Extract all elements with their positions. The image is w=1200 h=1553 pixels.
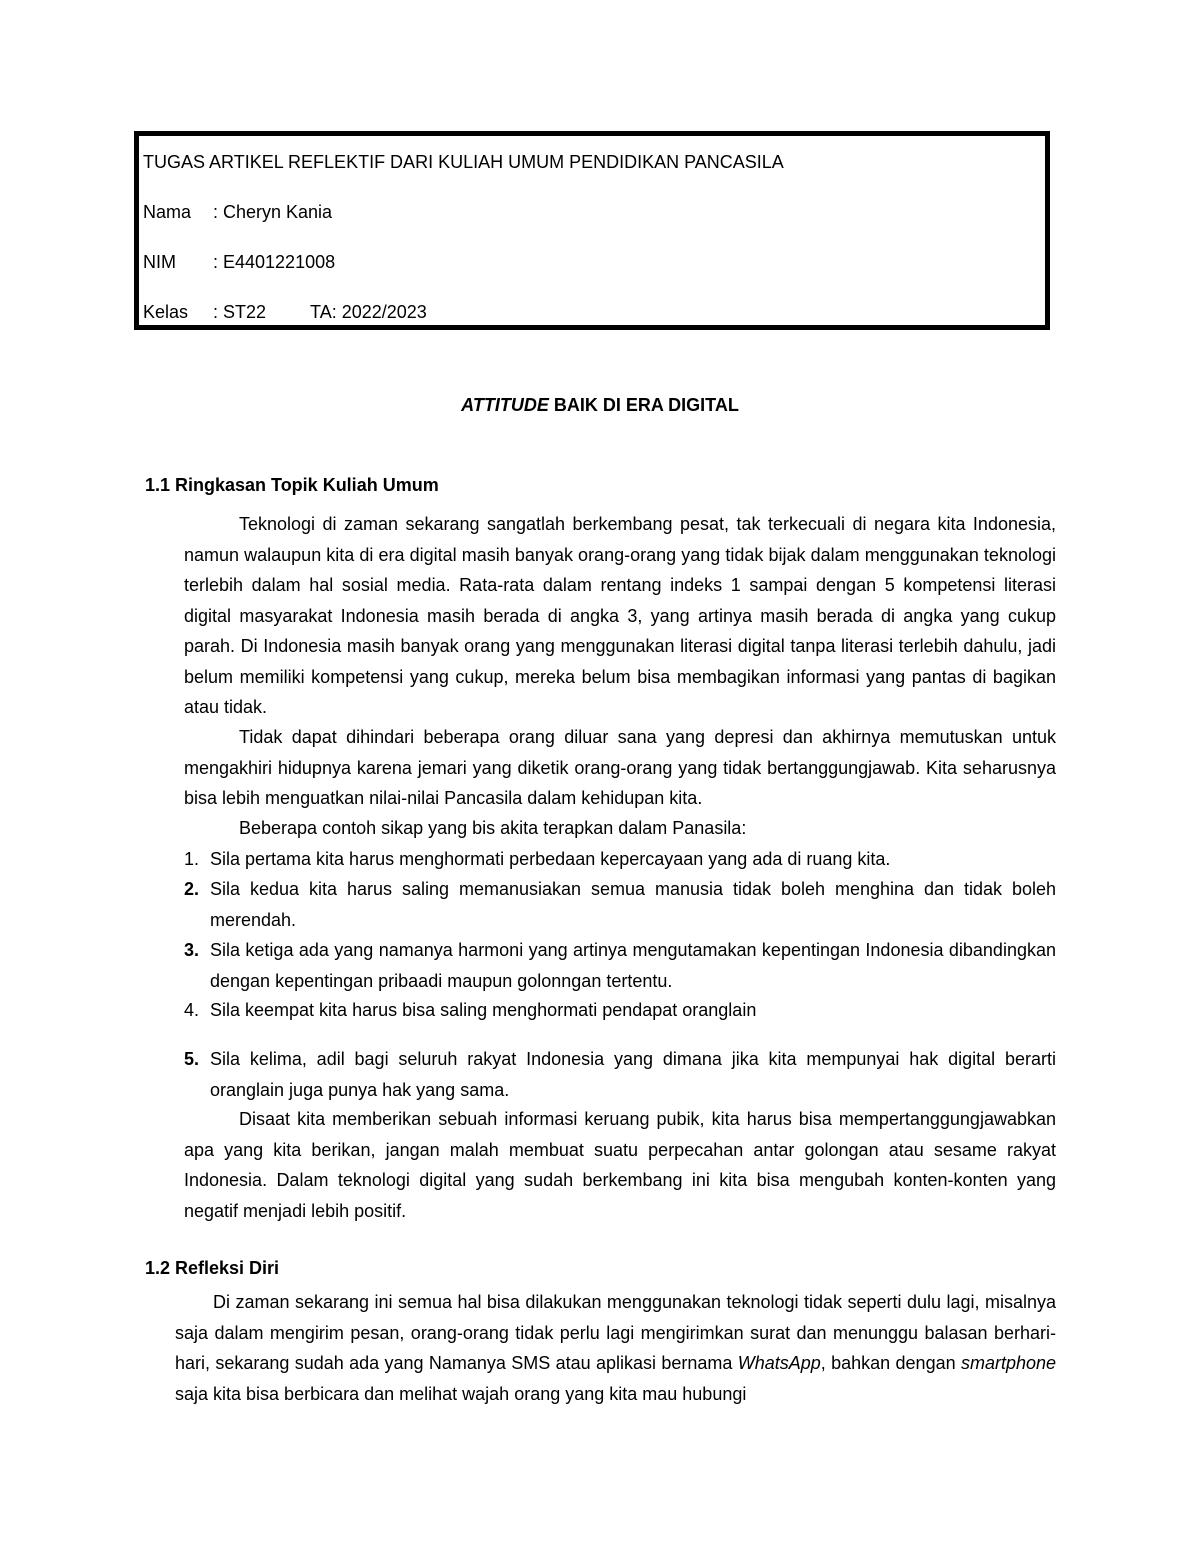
section-1-number: 1.1 [145,475,171,495]
section-1-paragraph-4: Disaat kita memberikan sebuah informasi keruang pubik, kita harus bisa mempertanggungjawabkan apa yang kita berikan, jangan malah membuat suatu perpecahan antar golongan atau sesame rakyat Indonesia. Dalam teknologi digital yang sudah berkembang ini kita bisa mengubah konten-konten yang negatif menjadi lebih positif. [184,1109,1056,1221]
section-1-paragraph-2: Tidak dapat dihindari beberapa orang diluar sana yang depresi dan akhirnya memutuskan untuk mengakhiri hidupnya karena jemari yang diketik orang-orang yang tidak bertanggungjawab. Kita seharusnya bisa lebih menguatkan nilai-nilai Pancasila dalam kehidupan kita. [184,727,1056,808]
kelas-row [143,301,427,323]
identity-box [134,131,1050,330]
kelas-value: : ST22 [213,302,267,322]
kelas-label: Kelas [143,302,189,322]
academic-year: TA: 2022/2023 [310,302,427,322]
list-item: 3. Sila ketiga ada yang namanya harmoni yang artinya mengutamakan kepentingan Indonesia dibandingkan dengan kepentingan pribaadi maupun golonngan tertentu. [184,940,1056,991]
assignment-title: TUGAS ARTIKEL REFLEKTIF DARI KULIAH UMUM PENDIDIKAN PANCASILA [143,152,784,172]
list-item: 2. Sila kedua kita harus saling memanusiakan semua manusia tidak boleh menghina dan tidak boleh merendah. [184,879,1056,930]
nama-row [143,201,332,223]
whatsapp-term: WhatsApp [737,1353,821,1373]
section-1-paragraph-3: Beberapa contoh sikap yang bis akita terapkan dalam Panasila: [239,818,747,838]
section-2-paragraph-1: Di zaman sekarang ini semua hal bisa dilakukan menggunakan teknologi tidak seperti dulu lagi, misalnya saja dalam mengirim pesan, orang-orang tidak perlu lagi mengirimkan surat dan menunggu balasan berhari-hari, sekarang sudah ada yang Namanya SMS atau aplikasi bernama WhatsApp, bahkan dengan smartphone saja kita bisa berbicara dan melihat wajah orang yang kita mau hubungi [175,1292,1057,1404]
section-1-heading [145,475,439,496]
nama-label: Nama [143,202,192,222]
title-rest: BAIK DI ERA DIGITAL [548,395,739,415]
title-italic: ATTITUDE [461,395,549,415]
nim-row [143,251,335,273]
nim-value: : E4401221008 [213,252,336,272]
list-item: 5. Sila kelima, adil bagi seluruh rakyat Indonesia yang dimana jika kita mempunyai hak digital berarti oranglain juga punya hak yang sama. [184,1049,1056,1100]
section-2-heading [145,1258,279,1279]
smartphone-term: smartphone [960,1353,1057,1373]
list-item: 1. Sila pertama kita harus menghormati perbedaan kepercayaan yang ada di ruang kita. [184,849,891,869]
section-2-number: 1.2 [145,1258,171,1278]
list-item: 4. Sila keempat kita harus bisa saling menghormati pendapat oranglain [184,1000,757,1020]
section-1-title: Ringkasan Topik Kuliah Umum [175,475,439,495]
section-2-title: Refleksi Diri [175,1258,280,1278]
document-title [0,395,1200,416]
section-1-paragraph-1: Teknologi di zaman sekarang sangatlah berkembang pesat, tak terkecuali di negara kita Indonesia, namun walaupun kita di era digital masih banyak orang-orang yang tidak bijak dalam menggunakan teknologi terlebih dalam hal sosial media. Rata-rata dalam rentang indeks 1 sampai dengan 5 kompetensi literasi digital masyarakat Indonesia masih berada di angka 3, yang artinya masih berada di angka yang cukup parah. Di Indonesia masih banyak orang yang menggunakan literasi digital tanpa literasi terlebih dahulu, jadi belum memiliki kompetensi yang cukup, mereka belum bisa membagikan informasi yang pantas di bagikan atau tidak. [184,514,1056,717]
nama-value: : Cheryn Kania [213,202,333,222]
nim-label: NIM [143,252,176,272]
